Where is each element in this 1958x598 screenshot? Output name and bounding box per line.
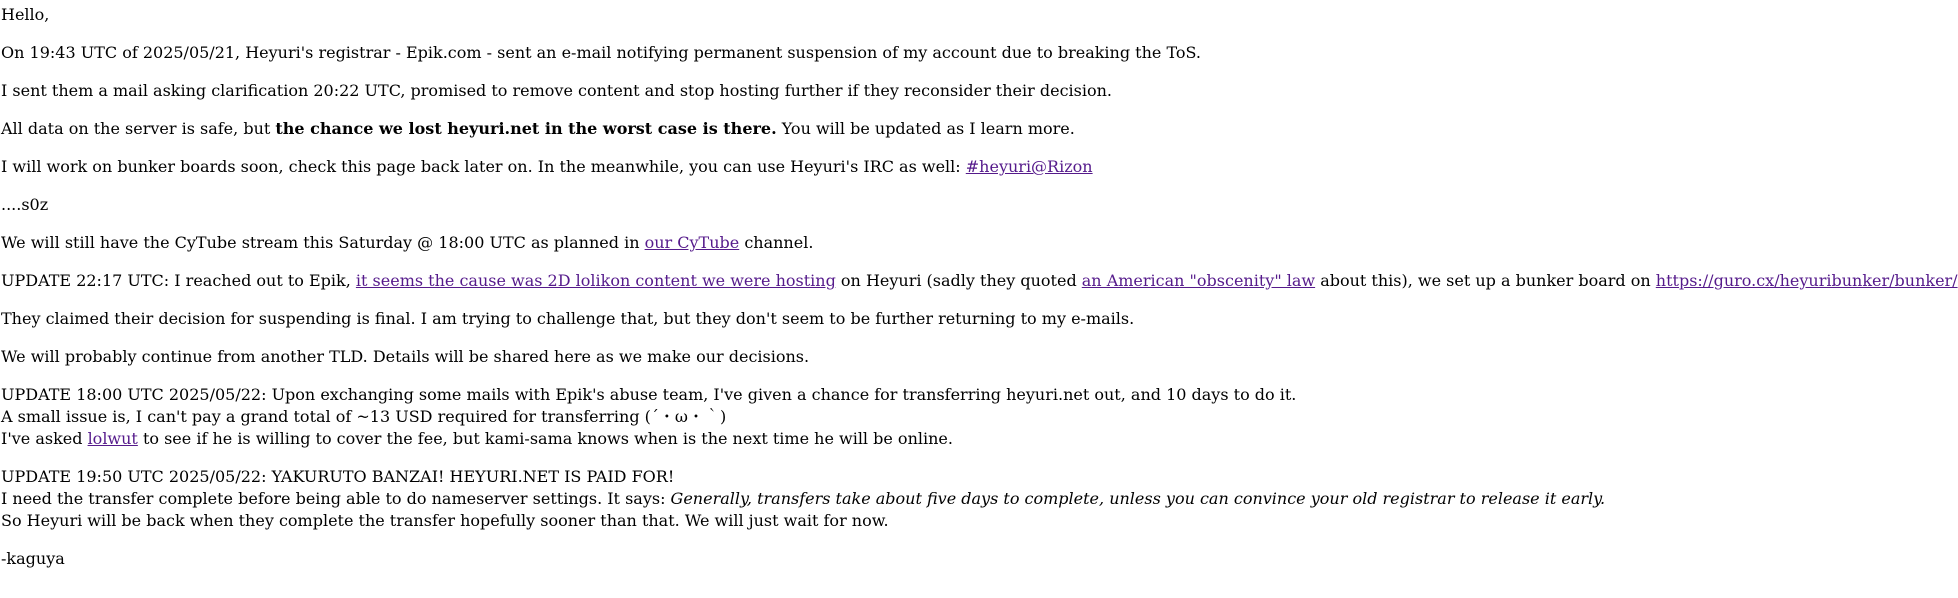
paragraph-decision-final: They claimed their decision for suspending is final. I am trying to challenge that, but they don't seem to be further returning to my e-mails.	[1, 309, 1135, 328]
lolwut-link[interactable]: lolwut	[87, 429, 138, 448]
paragraph-clarification: I sent them a mail asking clarification 20:22 UTC, promised to remove content and stop hosting further if they reconsider their decision.	[1, 81, 1112, 100]
paragraph-cytube: We will still have the CyTube stream this Saturday @ 18:00 UTC as planned in our CyTube channel.	[1, 233, 814, 252]
bunker-board-link[interactable]: https://guro.cx/heyuribunker/bunker/	[1655, 271, 1958, 290]
signature-kaguya: -kaguya	[1, 549, 65, 568]
paragraph-data-safe: All data on the server is safe, but the chance we lost heyuri.net in the worst case is there. You will be updated as I learn more.	[1, 119, 1075, 138]
transfer-quote: Generally, transfers take about five days to complete, unless you can convince your old registrar to release it early.	[670, 489, 1606, 508]
cytube-link[interactable]: our CyTube	[644, 233, 740, 252]
signature-s0z: ....s0z	[1, 195, 49, 214]
obscenity-law-link[interactable]: an American "obscenity" law	[1081, 271, 1316, 290]
greeting: Hello,	[1, 5, 50, 24]
irc-link[interactable]: #heyuri@Rizon	[965, 157, 1093, 176]
paragraph-bunker-irc: I will work on bunker boards soon, check this page back later on. In the meanwhile, you can use Heyuri's IRC as well: #heyuri@Rizon	[1, 157, 1093, 176]
cause-link[interactable]: it seems the cause was 2D lolikon content we were hosting	[355, 271, 836, 290]
paragraph-suspension-notice: On 19:43 UTC of 2025/05/21, Heyuri's registrar - Epik.com - sent an e-mail notifying permanent suspension of my account due to breaking the ToS.	[1, 43, 1202, 62]
bold-warning: the chance we lost heyuri.net in the worst case is there.	[275, 119, 777, 138]
paragraph-another-tld: We will probably continue from another TLD. Details will be shared here as we make our decisions.	[1, 347, 810, 366]
paragraph-update-1950: UPDATE 19:50 UTC 2025/05/22: YAKURUTO BANZAI! HEYURI.NET IS PAID FOR! I need the transfer complete before being able to do nameserver settings. It says: Generally, transfers take about five days to complete, unless you can convince your old registrar to release it early. So Heyuri will be back when they complete the transfer hopefully sooner than that. We will just wait for now.	[1, 467, 1606, 530]
paragraph-update-1800: UPDATE 18:00 UTC 2025/05/22: Upon exchanging some mails with Epik's abuse team, I've given a chance for transferring heyuri.net out, and 10 days to do it. A small issue is, I can't pay a grand total of ~13 USD required for transferring (´・ω・｀) I've asked lolwut to see if he is willing to cover the fee, but kami-sama knows when is the next time he will be online.	[1, 385, 1297, 448]
paragraph-update-2217: UPDATE 22:17 UTC: I reached out to Epik, it seems the cause was 2D lolikon content we were hosting on Heyuri (sadly they quoted an American "obscenity" law about this), we set up a bunker board on https://guro.cx/heyuribunker/bunker/	[1, 271, 1958, 290]
